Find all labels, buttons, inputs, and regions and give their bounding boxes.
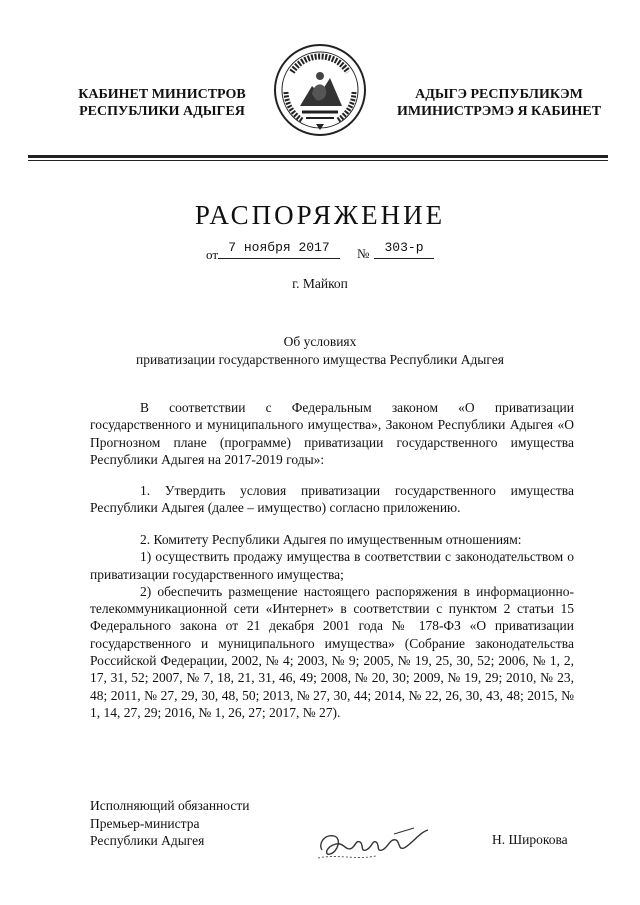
body-item2	[90, 531, 574, 721]
position-line1: Исполняющий обязанности	[90, 798, 250, 813]
body-item1	[90, 482, 574, 517]
document-date: 7 ноября 2017	[218, 240, 340, 259]
position-line3: Республики Адыгея	[90, 833, 205, 848]
document-subject	[0, 333, 640, 369]
ministry-name-adyghe	[384, 86, 614, 120]
ministry-name-russian-line2: РЕСПУБЛИКИ АДЫГЕЯ	[79, 104, 245, 119]
intro-paragraph: В соответствии с Федеральным законом «О приватизации государственного и муниципального имущества», Законом Республики Адыгея «О Прогнозном плане (программе) приватизации государственного имущества Республики Адыгея на 2017-2019 годы»:	[90, 400, 574, 467]
item2-paragraph: 2. Комитету Республики Адыгея по имущественным отношениям:	[140, 532, 522, 547]
date-prefix: от	[206, 247, 219, 262]
handwritten-signature	[316, 820, 434, 864]
signer-position	[90, 797, 249, 850]
date-number-line	[0, 240, 640, 264]
subject-line2: приватизации государственного имущества Республики Адыгея	[136, 352, 504, 367]
number-prefix: №	[357, 246, 370, 261]
item2-1-paragraph: 1) осуществить продажу имущества в соответствии с законодательством о приватизации государственного имущества;	[90, 549, 574, 582]
ministry-name-adyghe-line2: ИМИНИСТРЭМЭ Я КАБИНЕТ	[396, 104, 602, 119]
city: г. Майкоп	[292, 276, 348, 291]
document-title: РАСПОРЯЖЕНИЕ	[194, 200, 446, 230]
header-divider-thin	[28, 160, 608, 161]
ministry-name-adyghe-line1: АДЫГЭ РЕСПУБЛИКЭМ	[415, 87, 583, 102]
signer-name: Н. Широкова	[492, 832, 568, 847]
document-number: 303-р	[374, 240, 434, 259]
ministry-name-russian-line1: КАБИНЕТ МИНИСТРОВ	[78, 87, 246, 102]
coat-of-arms-icon	[272, 42, 368, 138]
ministry-name-russian	[62, 86, 262, 120]
item2-2-paragraph: 2) обеспечить размещение настоящего распоряжения в информационно-телекоммуникационной сети «Интернет» в соответствии с пунктом 2 статьи 15 Федерального закона от 21 декабря 2001 года № 178-ФЗ «О приватизации государственного и муниципального имущества» (Собрание законодательства Российской Федерации, 2002, № 4; 2003, № 9; 2005, № 19, 25, 30, 52; 2006, № 1, 2, 17, 31, 52; 2007, № 7, 18, 21, 31, 46, 49; 2008, № 20, 30; 2009, № 19, 29; 2010, № 23, 48; 2011, № 27, 29, 30, 48, 50; 2013, № 27, 30, 44; 2014, № 22, 26, 30, 43, 48; 2015, № 1, 14, 27, 29; 2016, № 1, 26, 27; 2017, № 27).	[90, 583, 574, 720]
header-divider-thick	[28, 155, 608, 158]
subject-line1: Об условиях	[283, 334, 357, 349]
body-intro	[90, 399, 574, 468]
item1-paragraph: 1. Утвердить условия приватизации государственного имущества Республики Адыгея (далее – имущество) согласно приложению.	[90, 483, 574, 516]
position-line2: Премьер-министра	[90, 815, 200, 831]
